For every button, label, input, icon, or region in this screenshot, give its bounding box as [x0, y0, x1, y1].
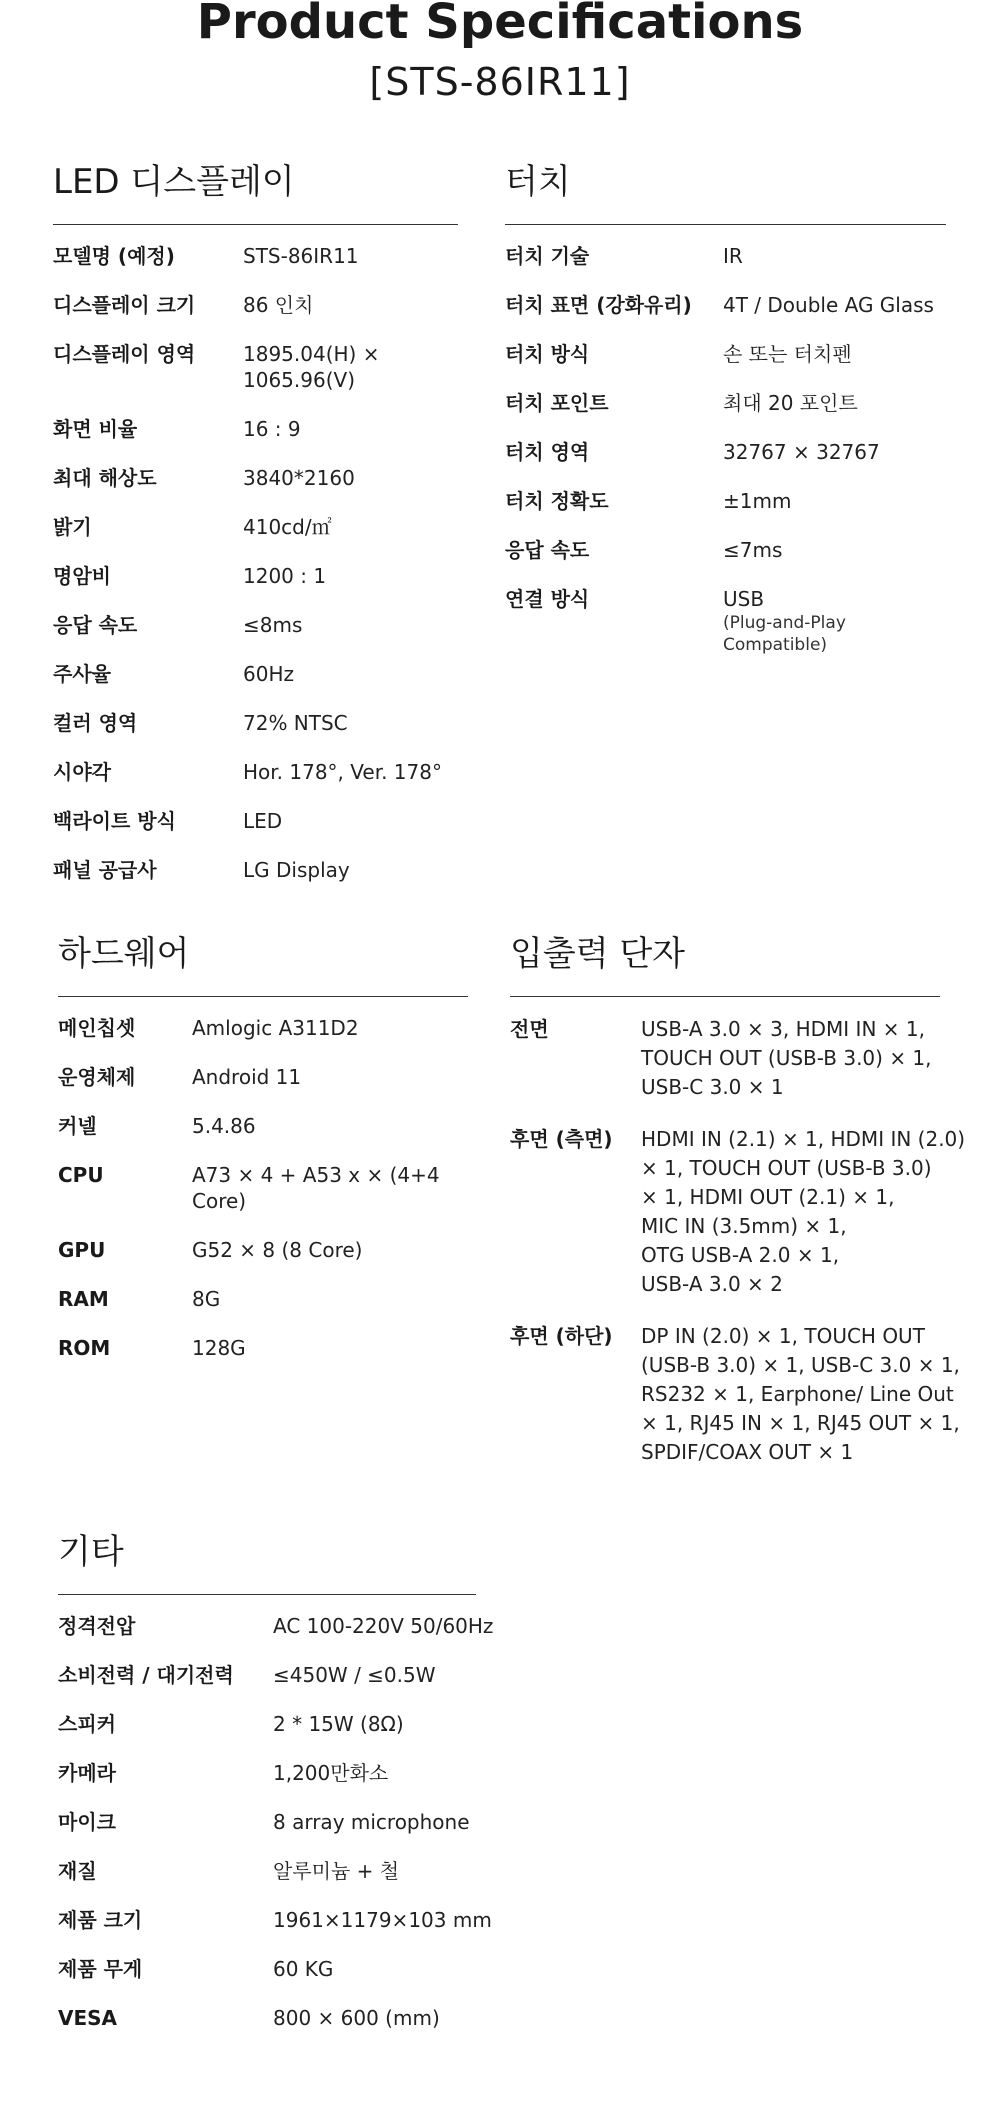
- spec-label: 제품 크기: [58, 1908, 143, 1932]
- spec-row: [58, 1956, 476, 1982]
- spec-value: [723, 586, 953, 656]
- model-subtitle: [STS-86IR11]: [369, 60, 631, 104]
- spec-label: 터치 표면 (강화유리): [505, 293, 692, 317]
- spec-value: [192, 1286, 492, 1312]
- spec-row: [53, 416, 458, 442]
- spec-value-line: SPDIF/COAX OUT × 1: [641, 1440, 854, 1464]
- spec-row: [53, 808, 458, 834]
- spec-row: [58, 1858, 476, 1884]
- spec-value-text: 60 KG: [273, 1957, 334, 1981]
- spec-row: [505, 586, 946, 656]
- spec-value: [243, 563, 473, 589]
- spec-row: [53, 661, 458, 687]
- spec-label: 컬러 영역: [53, 711, 138, 735]
- spec-value-line: USB-A 3.0 × 3, HDMI IN × 1,: [641, 1017, 925, 1041]
- spec-value: [243, 416, 473, 442]
- spec-label: 제품 무게: [58, 1957, 143, 1981]
- spec-row: [58, 1162, 468, 1214]
- spec-row: [58, 1760, 476, 1786]
- spec-value-text: 800 × 600 (mm): [273, 2006, 440, 2030]
- spec-value: [641, 1125, 971, 1299]
- spec-row: [510, 1015, 940, 1102]
- section-touch: [505, 160, 946, 679]
- spec-row: [53, 857, 458, 883]
- spec-value: [723, 292, 953, 318]
- spec-value-text: 32767 × 32767: [723, 440, 880, 464]
- spec-value-text: 8G: [192, 1287, 221, 1311]
- spec-value: [273, 1760, 503, 1786]
- spec-label: 최대 해상도: [53, 466, 157, 490]
- spec-label: 터치 포인트: [505, 391, 609, 415]
- spec-value-text: ≤8ms: [243, 613, 303, 637]
- spec-row: [58, 1711, 476, 1737]
- spec-value-line: (USB-B 3.0) × 1, USB-C 3.0 × 1,: [641, 1353, 960, 1377]
- spec-label: 후면 (측면): [510, 1127, 613, 1151]
- spec-value-text: ≤7ms: [723, 538, 783, 562]
- spec-value-text: 2 * 15W (8Ω): [273, 1712, 404, 1736]
- spec-label: 응답 속도: [505, 538, 590, 562]
- section-divider: [58, 1594, 476, 1595]
- spec-row: [53, 465, 458, 491]
- spec-value-text: 1895.04(H) × 1065.96(V): [243, 342, 380, 392]
- spec-value-text: G52 × 8 (8 Core): [192, 1238, 363, 1262]
- section-hardware: [58, 932, 468, 1384]
- spec-label: 모델명 (예정): [53, 244, 175, 268]
- spec-value-text: 알루미늄 + 철: [273, 1859, 400, 1883]
- spec-value: [192, 1015, 492, 1041]
- section-led-display: [53, 160, 458, 906]
- spec-value: [723, 439, 953, 465]
- spec-value-text: 5.4.86: [192, 1114, 256, 1138]
- section-divider: [505, 224, 946, 225]
- spec-list: [505, 243, 946, 656]
- spec-value: [192, 1237, 492, 1263]
- spec-value-text: 16 : 9: [243, 417, 301, 441]
- spec-row: [505, 537, 946, 563]
- spec-value: [243, 341, 473, 393]
- spec-row: [53, 710, 458, 736]
- spec-value: [273, 1809, 503, 1835]
- spec-value-text: 1200 : 1: [243, 564, 327, 588]
- spec-value-text: LG Display: [243, 858, 350, 882]
- spec-value: [723, 537, 953, 563]
- spec-label: 터치 기술: [505, 244, 590, 268]
- section-heading: 하드웨어: [58, 934, 190, 974]
- spec-row: [510, 1322, 960, 1467]
- spec-label: 명암비: [53, 564, 111, 588]
- spec-value-text: 손 또는 터치펜: [723, 342, 852, 366]
- spec-label: 전면: [510, 1017, 549, 1041]
- spec-row: [53, 292, 458, 318]
- spec-label: CPU: [58, 1163, 104, 1187]
- spec-value: [192, 1162, 492, 1214]
- spec-value-text: 60Hz: [243, 662, 294, 686]
- spec-value-line: MIC IN (3.5mm) × 1,: [641, 1214, 847, 1238]
- spec-row: [53, 514, 458, 540]
- spec-label: 연결 방식: [505, 587, 590, 611]
- spec-label: 재질: [58, 1859, 97, 1883]
- spec-value: [273, 1613, 503, 1639]
- section-other: [58, 1530, 494, 2054]
- spec-value-line: USB-A 3.0 × 2: [641, 1272, 783, 1296]
- spec-value: [243, 243, 473, 269]
- spec-value: [273, 1711, 503, 1737]
- spec-value-text: USB: [723, 587, 765, 611]
- spec-label: 터치 정확도: [505, 489, 609, 513]
- spec-value: [243, 857, 473, 883]
- spec-value: [243, 710, 473, 736]
- spec-row: [58, 1064, 468, 1090]
- spec-value-line: USB-C 3.0 × 1: [641, 1075, 784, 1099]
- spec-row: [53, 341, 458, 393]
- spec-list: [510, 1015, 966, 1467]
- spec-value: [243, 612, 473, 638]
- spec-value: [243, 292, 473, 318]
- spec-value-line: × 1, HDMI OUT (2.1) × 1,: [641, 1185, 895, 1209]
- spec-value: [641, 1015, 971, 1102]
- spec-list: [58, 1613, 494, 2031]
- spec-label: 카메라: [58, 1761, 116, 1785]
- section-divider: [53, 224, 458, 225]
- spec-value-text: STS-86IR11: [243, 244, 359, 268]
- spec-label: 패널 공급사: [53, 858, 157, 882]
- spec-value: [273, 1956, 503, 1982]
- spec-value-text: 3840*2160: [243, 466, 355, 490]
- spec-value: [192, 1064, 492, 1090]
- spec-label: 응답 속도: [53, 613, 138, 637]
- spec-list: [58, 1015, 468, 1361]
- spec-row: [505, 488, 946, 514]
- spec-label: 밝기: [53, 515, 92, 539]
- spec-label: 터치 영역: [505, 440, 590, 464]
- spec-row: [505, 341, 946, 367]
- spec-value: [641, 1322, 971, 1467]
- spec-row: [53, 612, 458, 638]
- section-heading: 기타: [58, 1532, 124, 1572]
- section-heading: 터치: [505, 162, 571, 202]
- spec-value: [243, 808, 473, 834]
- spec-value-text: Amlogic A311D2: [192, 1016, 359, 1040]
- spec-value-line: × 1, RJ45 IN × 1, RJ45 OUT × 1,: [641, 1411, 960, 1435]
- spec-label: 터치 방식: [505, 342, 590, 366]
- spec-value-text: ≤450W / ≤0.5W: [273, 1663, 436, 1687]
- spec-value-text: A73 × 4 + A53 x × (4+4 Core): [192, 1163, 440, 1213]
- spec-label: VESA: [58, 2006, 118, 2030]
- section-heading: LED 디스플레이: [53, 162, 295, 202]
- spec-label: 커넬: [58, 1114, 97, 1138]
- spec-value: [273, 1907, 503, 1933]
- spec-label: 정격전압: [58, 1614, 136, 1638]
- spec-label: 주사율: [53, 662, 111, 686]
- spec-row: [58, 1237, 468, 1263]
- spec-value-text: AC 100-220V 50/60Hz: [273, 1614, 494, 1638]
- spec-value-text: 4T / Double AG Glass: [723, 293, 934, 317]
- spec-value-text: 8 array microphone: [273, 1810, 470, 1834]
- spec-label: 후면 (하단): [510, 1324, 613, 1348]
- spec-row: [58, 1015, 468, 1041]
- spec-value: [243, 465, 473, 491]
- spec-value: [192, 1113, 492, 1139]
- section-divider: [510, 996, 940, 997]
- spec-row: [58, 1613, 494, 1639]
- spec-row: [505, 243, 946, 269]
- spec-label: 운영체제: [58, 1065, 136, 1089]
- spec-row: [53, 243, 458, 269]
- spec-value: [723, 243, 953, 269]
- spec-value: [273, 1662, 503, 1688]
- spec-label: 디스플레이 크기: [53, 293, 196, 317]
- spec-value-text: 1,200만화소: [273, 1761, 389, 1785]
- spec-row: [58, 1809, 476, 1835]
- spec-value-line: × 1, TOUCH OUT (USB-B 3.0): [641, 1156, 932, 1180]
- spec-value-note: (Plug-and-Play Compatible): [723, 613, 846, 655]
- spec-row: [58, 1113, 468, 1139]
- spec-value-text: IR: [723, 244, 743, 268]
- spec-value-line: TOUCH OUT (USB-B 3.0) × 1,: [641, 1046, 932, 1070]
- spec-value-line: DP IN (2.0) × 1, TOUCH OUT: [641, 1324, 925, 1348]
- spec-value-text: LED: [243, 809, 283, 833]
- spec-value-text: ±1mm: [723, 489, 792, 513]
- spec-row: [505, 439, 946, 465]
- spec-value: [243, 514, 473, 540]
- spec-row: [510, 1125, 966, 1299]
- spec-row: [58, 1335, 468, 1361]
- spec-row: [58, 1286, 468, 1312]
- spec-value-text: 410cd/㎡: [243, 515, 332, 539]
- spec-label: RAM: [58, 1287, 109, 1311]
- spec-value: [243, 759, 473, 785]
- spec-label: 디스플레이 영역: [53, 342, 196, 366]
- spec-label: 마이크: [58, 1810, 116, 1834]
- spec-value-text: 최대 20 포인트: [723, 391, 858, 415]
- spec-value: [723, 341, 953, 367]
- spec-value-text: 72% NTSC: [243, 711, 348, 735]
- spec-row: [53, 563, 458, 589]
- spec-value-line: RS232 × 1, Earphone/ Line Out: [641, 1382, 954, 1406]
- spec-value-line: HDMI IN (2.1) × 1, HDMI IN (2.0): [641, 1127, 966, 1151]
- spec-label: 소비전력 / 대기전력: [58, 1663, 234, 1687]
- spec-label: 스피커: [58, 1712, 116, 1736]
- spec-row: [58, 2005, 476, 2031]
- spec-row: [58, 1662, 476, 1688]
- spec-value-text: 1961×1179×103 mm: [273, 1908, 492, 1932]
- spec-value-line: OTG USB-A 2.0 × 1,: [641, 1243, 840, 1267]
- spec-label: 백라이트 방식: [53, 809, 176, 833]
- spec-value-text: Hor. 178°, Ver. 178°: [243, 760, 442, 784]
- spec-row: [505, 292, 946, 318]
- spec-row: [58, 1907, 492, 1933]
- section-heading: 입출력 단자: [510, 934, 686, 974]
- spec-label: GPU: [58, 1238, 106, 1262]
- spec-label: 시야각: [53, 760, 111, 784]
- spec-row: [53, 759, 458, 785]
- spec-value: [243, 661, 473, 687]
- spec-label: 메인칩셋: [58, 1016, 136, 1040]
- spec-row: [505, 390, 946, 416]
- section-io-ports: [510, 932, 966, 1490]
- spec-label: 화면 비율: [53, 417, 138, 441]
- section-divider: [58, 996, 468, 997]
- spec-value-text: 128G: [192, 1336, 246, 1360]
- spec-value: [273, 1858, 503, 1884]
- spec-value: [192, 1335, 492, 1361]
- spec-value: [723, 390, 953, 416]
- spec-value-text: 86 인치: [243, 293, 314, 317]
- spec-value: [273, 2005, 503, 2031]
- page-title: Product Specifications: [196, 0, 804, 50]
- spec-value-text: Android 11: [192, 1065, 302, 1089]
- spec-label: ROM: [58, 1336, 111, 1360]
- spec-value: [723, 488, 953, 514]
- spec-list: [53, 243, 458, 883]
